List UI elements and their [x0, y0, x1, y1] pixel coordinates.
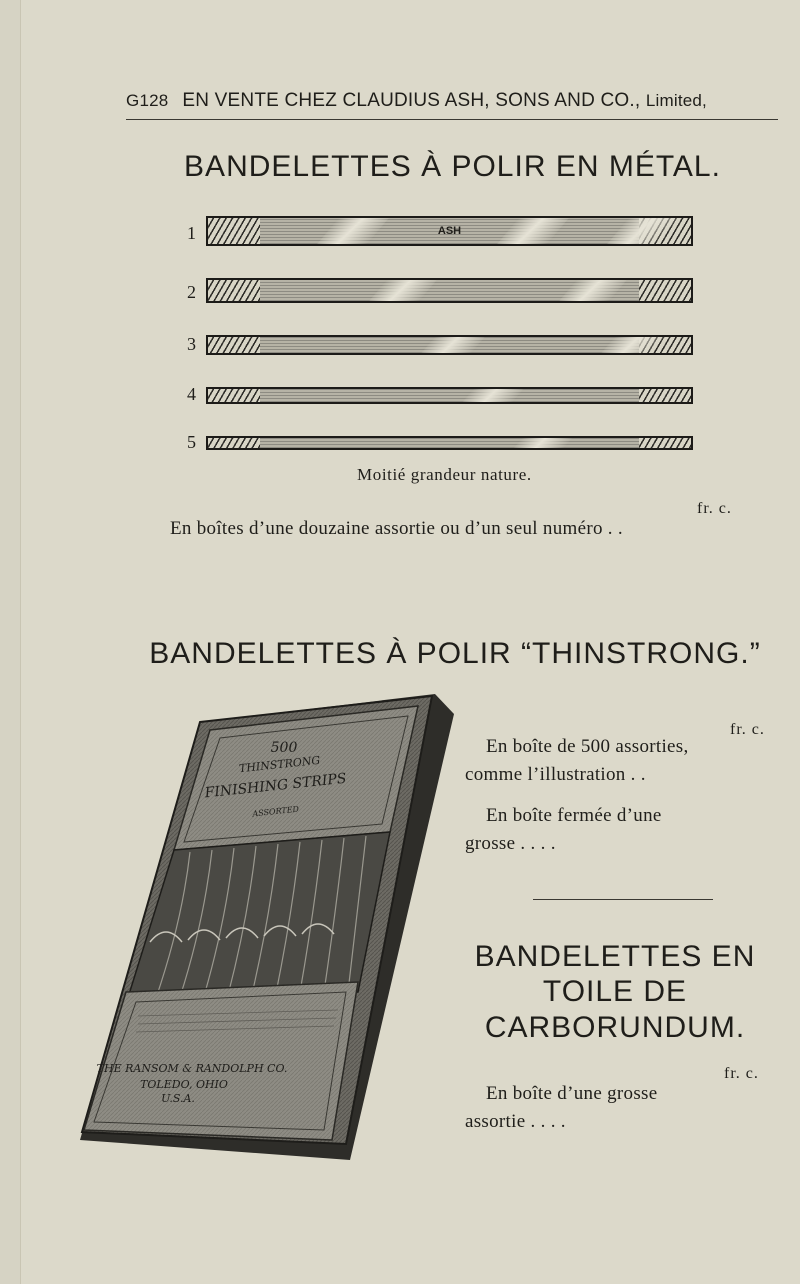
strip-number-4: 4 — [187, 384, 196, 404]
section-title-carborundum-3: CARBORUNDUM. — [484, 1011, 746, 1044]
product-line: En boîtes d’une douzaine assortie ou d’un seul numéro . . — [170, 518, 623, 539]
price-header-thinstrong: fr. c. — [730, 721, 765, 738]
price-header: fr. c. — [697, 500, 732, 517]
page-header — [126, 90, 778, 118]
strip-number-3: 3 — [187, 334, 196, 354]
section-title-metal: BANDELETTES À POLIR EN MÉTAL. — [184, 150, 721, 183]
box-number: 500 — [270, 740, 298, 756]
box-city: TOLEDO, OHIO — [140, 1078, 228, 1091]
polishing-strip-1 — [206, 216, 693, 246]
box-maker: THE RANSOM & RANDOLPH CO. — [96, 1062, 288, 1075]
polishing-strip-5 — [206, 436, 693, 450]
box-country: U.S.A. — [161, 1092, 195, 1105]
thinstrong-line-1a: En boîte de 500 assorties, — [486, 736, 689, 757]
section-divider — [533, 899, 713, 900]
box-assortment: ASSORTED — [252, 804, 300, 819]
box-product: FINISHING STRIPS — [204, 770, 348, 802]
thinstrong-line-2b: grosse . . . . — [465, 833, 556, 854]
header-rule — [126, 119, 778, 120]
section-title-carborundum-2: TOILE DE — [542, 975, 688, 1008]
strip-number-1: 1 — [187, 223, 196, 243]
section-title-carborundum-1: BANDELETTES EN — [474, 940, 756, 973]
thinstrong-line-2a: En boîte fermée d’une — [486, 805, 662, 826]
header-text: EN VENTE CHEZ CLAUDIUS ASH, SONS AND CO., — [182, 90, 641, 111]
strip-number-5: 5 — [187, 432, 196, 452]
header-suffix: Limited, — [645, 91, 707, 110]
polishing-strip-4 — [206, 387, 693, 404]
thinstrong-line-1b: comme l’illustration . . — [465, 764, 646, 785]
price-header-carborundum: fr. c. — [724, 1065, 759, 1082]
strip-number-2: 2 — [187, 282, 196, 302]
carborundum-line-a: En boîte d’une grosse — [486, 1083, 658, 1104]
box-brand: THINSTRONG — [238, 753, 321, 776]
thinstrong-box-illustration — [70, 692, 454, 1164]
polishing-strip-2 — [206, 278, 693, 303]
polishing-strip-3 — [206, 335, 693, 355]
strip-mark: ASH — [437, 225, 462, 237]
carborundum-line-b: assortie . . . . — [465, 1111, 566, 1132]
section-title-thinstrong: BANDELETTES À POLIR “THINSTRONG.” — [149, 637, 761, 670]
page-number: G128 — [126, 91, 169, 110]
figure-caption: Moitié grandeur nature. — [357, 465, 532, 484]
